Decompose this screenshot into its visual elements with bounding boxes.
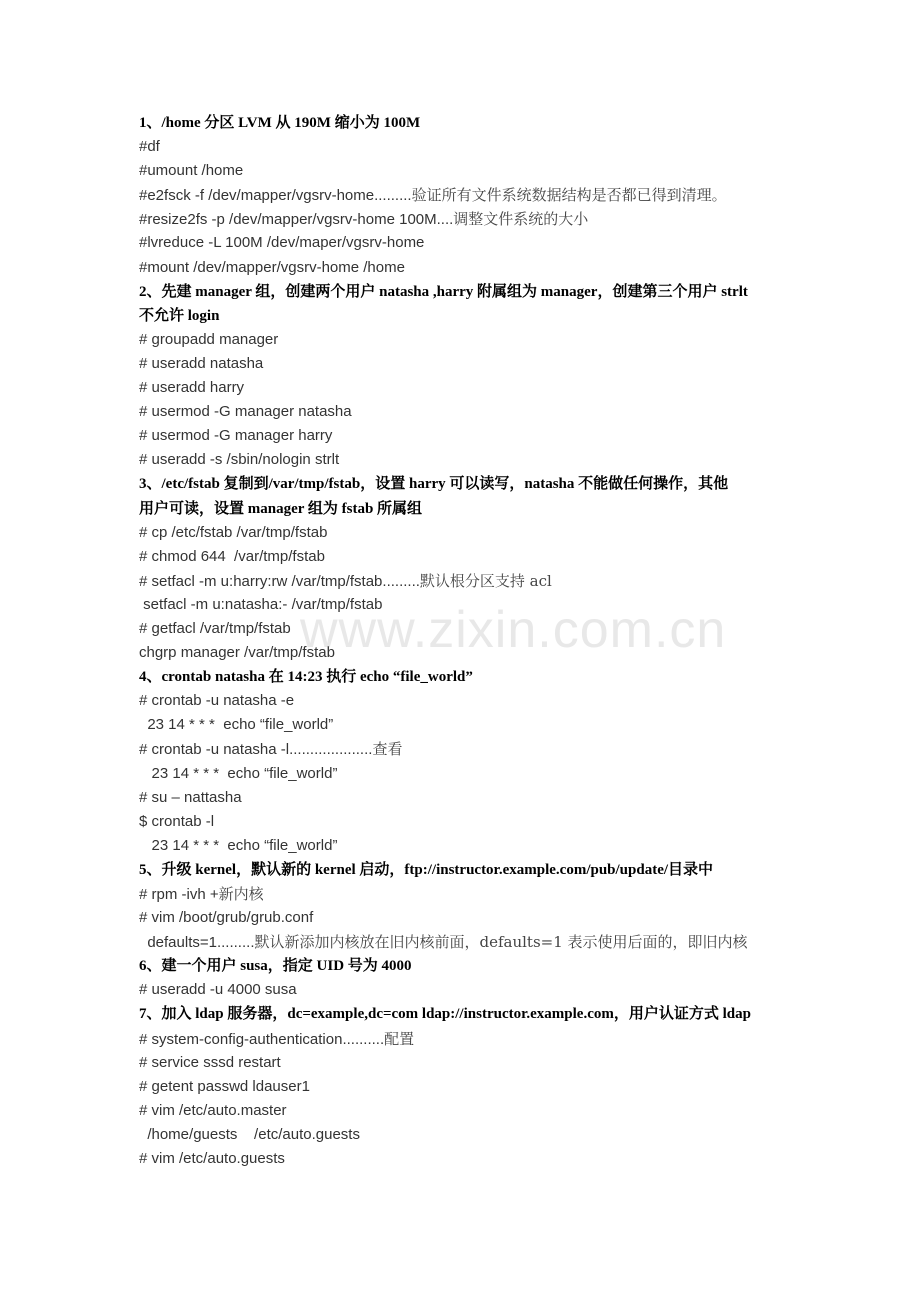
command-note: 查看 [372,740,403,759]
command-line [139,978,799,1002]
command-text: 23 14 * * * echo “file_world” [139,764,338,782]
heading-text: 6、建一个用户 susa，指定 UID 号为 4000 [139,958,412,975]
command-line [139,424,799,448]
command-line [139,352,799,376]
command-text: # useradd natasha [139,354,264,372]
command-text: 23 14 * * * echo “file_world” [139,836,338,854]
section-heading [139,954,799,978]
command-line [139,1147,799,1171]
command-line [139,448,799,472]
command-note: 验证所有文件系统数据结构是否都已得到清理。 [411,186,727,205]
section-heading [139,111,799,135]
command-line [139,786,799,810]
command-line [139,545,799,569]
command-line [139,810,799,834]
heading-text: 不允许 login [139,307,220,324]
command-line [139,231,799,255]
watermark: www.zixin.com.cn [300,601,727,659]
command-text: # crontab -u natasha -l.................... [139,741,373,759]
document-page [139,111,799,1171]
command-line [139,159,799,183]
heading-text: 5、升级 kernel，默认新的 kernel 启动，ftp://instructor.example.com/pub/update/目录中 [139,861,714,878]
command-line [139,207,799,231]
section-heading [139,665,799,689]
command-line [139,400,799,424]
command-line [139,737,799,761]
command-text: #df [139,138,160,156]
command-line [139,882,799,906]
command-line [139,521,799,545]
command-line [139,1123,799,1147]
command-text: # groupadd manager [139,330,279,348]
command-line [139,930,799,954]
command-line [139,569,799,593]
command-text: # vim /etc/auto.master [139,1101,287,1119]
heading-text: 用户可读，设置 manager 组为 fstab 所属组 [139,500,423,517]
command-line [139,834,799,858]
command-line [139,641,799,665]
command-text: #resize2fs -p /dev/mapper/vgsrv-home 100M.... [139,211,454,229]
command-line [139,1075,799,1099]
heading-text: 1、/home 分区 LVM 从 190M 缩小为 100M [139,115,421,131]
section-heading [139,497,799,521]
command-text: #mount /dev/mapper/vgsrv-home /home [139,258,405,276]
command-text: /home/guests /etc/auto.guests [139,1125,360,1143]
command-line [139,328,799,352]
heading-text: 7、加入 ldap 服务器，dc=example,dc=com ldap://instructor.example.com，用户认证方式 ldap [139,1006,751,1023]
command-note: 默认新添加内核放在旧内核前面，defaults=1 表示使用后面的，即旧内核 [254,933,748,952]
command-text: # usermod -G manager harry [139,427,333,445]
command-line [139,183,799,207]
command-line [139,593,799,617]
command-text: #e2fsck -f /dev/mapper/vgsrv-home......... [139,187,412,205]
command-text: # system-config-authentication.......... [139,1030,385,1048]
heading-text: 3、/etc/fstab 复制到/var/tmp/fstab，设置 harry 可以读写，natasha 不能做任何操作，其他 [139,476,729,493]
heading-text: 2、先建 manager 组，创建两个用户 natasha ,harry 附属组为 manager，创建第三个用户 strlt [139,283,748,300]
command-note: 配置 [384,1029,415,1048]
command-text: # service sssd restart [139,1053,281,1071]
command-line [139,256,799,280]
command-text: # crontab -u natasha -e [139,692,295,710]
command-line [139,713,799,737]
command-line [139,376,799,400]
section-heading [139,1002,799,1026]
command-text: # setfacl -m u:harry:rw /var/tmp/fstab......... [139,572,420,590]
command-text: # getent passwd ldauser1 [139,1077,310,1095]
command-text: # useradd harry [139,379,245,397]
command-note: 新内核 [218,885,264,903]
command-text: #lvreduce -L 100M /dev/maper/vgsrv-home [139,234,425,252]
section-heading [139,858,799,882]
command-text: # vim /boot/grub/grub.conf [139,909,314,927]
command-line [139,135,799,159]
command-line [139,906,799,930]
command-text: # chmod 644 /var/tmp/fstab [139,547,325,565]
section-heading [139,280,799,304]
command-text: # usermod -G manager natasha [139,403,352,421]
command-text: defaults=1......... [139,934,255,952]
command-text: #umount /home [139,162,244,180]
command-text: # useradd -s /sbin/nologin strlt [139,451,340,469]
command-text: setfacl -m u:natasha:- /var/tmp/fstab [139,595,383,613]
command-note: 调整文件系统的大小 [453,210,589,229]
command-note: 默认根分区支持 acl [419,571,552,590]
command-line [139,1027,799,1051]
section-heading [139,304,799,328]
command-text: 23 14 * * * echo “file_world” [139,716,334,734]
command-text: # getfacl /var/tmp/fstab [139,619,291,637]
command-line [139,689,799,713]
command-text: # su – nattasha [139,788,242,806]
command-line [139,617,799,641]
heading-text: 4、crontab natasha 在 14:23 执行 echo “file_world” [139,669,473,686]
command-line [139,1099,799,1123]
section-heading [139,472,799,496]
command-text: # useradd -u 4000 susa [139,981,297,999]
command-text: # vim /etc/auto.guests [139,1150,285,1168]
command-line [139,1051,799,1075]
command-text: chgrp manager /var/tmp/fstab [139,644,335,662]
command-text: $ crontab -l [139,812,215,830]
command-line [139,762,799,786]
command-text: # cp /etc/fstab /var/tmp/fstab [139,523,328,541]
command-text: # rpm -ivh + [139,886,219,903]
